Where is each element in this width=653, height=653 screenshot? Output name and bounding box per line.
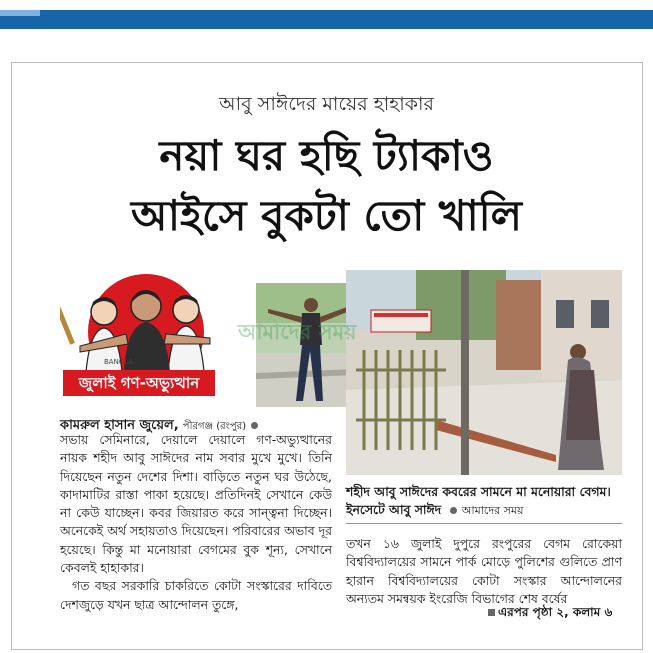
left-paragraph-2: গত বছর সরকারি চাকরিতে কোটা সংস্কারের দাবিতে দেশজুড়ে যখন ছাত্র আন্দোলন তুঙ্গে, bbox=[60, 578, 332, 612]
watermark: আমাদের সময় bbox=[238, 320, 357, 344]
top-blue-bar bbox=[0, 10, 653, 29]
caption-dot bbox=[450, 507, 457, 514]
right-column bbox=[346, 535, 622, 608]
photo-caption bbox=[346, 483, 622, 520]
logo-shirt-text: BANGLA bbox=[104, 358, 134, 366]
continued-note bbox=[485, 604, 612, 624]
headline-line-2: আইসে বুকটা তো খালি bbox=[131, 191, 522, 240]
top-bar-tick bbox=[0, 10, 40, 16]
headline-line-1: নয়া ঘর হছি ট্যাকাও bbox=[159, 131, 494, 180]
caption-text: শহীদ আবু সাঈদের কবরের সামনে মা মনোয়ারা বেগম। ইনসেটে আবু সাঈদ bbox=[346, 484, 611, 517]
continued-text: এরপর পৃষ্ঠা ২, কলাম ৬ bbox=[498, 605, 613, 619]
byline-name: কামরুল হাসান জুয়েল, bbox=[60, 418, 179, 433]
left-column bbox=[60, 431, 332, 614]
main-photo-grave bbox=[346, 270, 622, 475]
caption-rule bbox=[346, 523, 622, 524]
continued-square bbox=[488, 609, 495, 616]
caption-credit: আমাদের সময় bbox=[461, 504, 524, 517]
byline-location: পীরগঞ্জ (রংপুর) bbox=[182, 421, 247, 432]
logo-badge: জুলাই গণ-অভ্যুত্থান bbox=[63, 370, 215, 396]
byline-dot bbox=[251, 422, 258, 429]
kicker: আবু সাঈদের মায়ের হাহাকার bbox=[219, 93, 434, 115]
right-paragraph: তখন ১৬ জুলাই দুপুরে রংপুরের বেগম রোকেয়া বিশ্ববিদ্যালয়ের সামনে পার্ক মোড়ে পুলিশের গুলিতে প্রাণ হারান বিশ্ববিদ্যালয়ের কোটা সংস্কার আন্দোলনের অন্যতম সমন্বয়ক ইংরেজি বিভাগের শেষ বর্ষের bbox=[346, 536, 622, 606]
left-paragraph-1: সভায় সেমিনারে, দেয়ালে দেয়ালে গণ-অভ্যুত্থানের নায়ক শহীদ আবু সাঈদের নাম সবার মুখে মুখে। তিনি দিয়েছেন নতুন দেশের দিশা। বাড়িতে নতুন ঘর উঠেছে, কাদামাটির রাস্তা পাকা হয়েছে। প্রতিদিনই সেখানে কেউ না কেউ যাচ্ছেন। কবর জিয়ারত করে সান্ত্বনা দিচ্ছেন। অনেকেই অর্থ সহায়তাও দিয়েছেন। পরিবারের অভাব দূর হয়েছে। কিন্তু মা মনোয়ারা বেগমের বুক শূন্য, সেখানে কেবলই হাহাকার। bbox=[60, 432, 332, 576]
